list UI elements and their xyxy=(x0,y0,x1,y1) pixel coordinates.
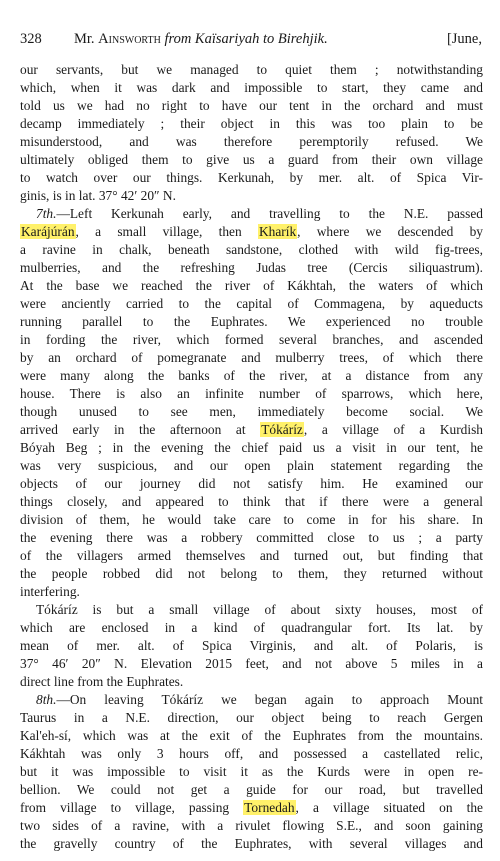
text-span: from village to village, passing xyxy=(20,800,244,815)
text-line: direct line from the Euphrates. xyxy=(20,674,184,689)
text-line: objects of our journey did not satisfy him. He examined our xyxy=(20,476,483,491)
text-line: in fording the river, which formed several branches, and ascended xyxy=(20,332,483,347)
text-span: , a village situated on the xyxy=(295,800,483,815)
title-prefix: Mr. xyxy=(74,31,99,47)
text-line: our servants, but we managed to quiet them ; notwithstanding xyxy=(20,62,483,77)
text-line: Bóyah Beg ; in the evening the chief paid us a visit in our tent, he xyxy=(20,440,483,455)
text-span: , a village of a Kurdish xyxy=(303,422,483,437)
text-span: —Left Kerkunah early, and travelling to the N.E. passed xyxy=(56,206,483,221)
text-line xyxy=(20,691,483,709)
text-line: mean of mer. alt. of Spica Virginis, and alt. of Polaris, is xyxy=(20,638,483,653)
text-line: ultimately obliged them to give us a guard from their own village xyxy=(20,152,483,167)
text-line: two sides of a ravine, with a rivulet flowing S.E., and soon gaining xyxy=(20,818,483,833)
text-line: interfering. xyxy=(20,584,80,599)
text-line: was very suspicious, and our open plain statement regarding the xyxy=(20,458,483,473)
highlighted-place: Tornedah xyxy=(244,800,295,815)
text-line xyxy=(20,205,483,223)
text-line: though unused to see men, immediately become social. We xyxy=(20,404,483,419)
text-line: decamp immediately ; their object in this was too plain to be xyxy=(20,116,483,131)
text-line xyxy=(20,421,483,439)
title-rest: from Kaïsariyah to Birehjik. xyxy=(160,31,328,47)
text-line: bellion. We could not get a guide for our road, but travelled xyxy=(20,782,483,797)
text-span: —On leaving Tókáríz we began again to approach Mount xyxy=(56,692,483,707)
text-line: Kal'eh-sí, which was at the exit of the Euphrates from the mountains. xyxy=(20,728,483,743)
text-line: Tókáríz is but a small village of about sixty houses, most of xyxy=(36,602,483,617)
page-number: 328 xyxy=(20,31,42,47)
highlighted-place: Tókáríz xyxy=(261,422,303,437)
title-month: [June, xyxy=(446,31,482,47)
text-line: the gravelly country of the Euphrates, with several villages and xyxy=(20,836,483,851)
text-line: of the villagers armed themselves and turned out, but finding that xyxy=(20,548,483,563)
title-author: Ainsworth xyxy=(98,31,161,47)
text-line: which are enclosed in a kind of quadrangular fort. Its lat. by xyxy=(20,620,483,635)
text-line: running parallel to the Euphrates. We experienced no trouble xyxy=(20,314,483,329)
text-line: a ravine in chalk, beneath sandstone, clothed with wild fig-trees, xyxy=(20,242,483,257)
highlighted-place: Karájúrán xyxy=(21,224,75,239)
text-line: At the base we reached the river of Kákhtah, the waters of which xyxy=(20,278,483,293)
text-line: the evening there was a robbery committed close to us ; a party xyxy=(20,530,483,545)
text-line: were anciently carried to the capital of Commagena, by aqueducts xyxy=(20,296,483,311)
text-line xyxy=(20,223,483,241)
text-line: told us we had no right to have our tent in the orchard and must xyxy=(20,98,483,113)
entry-date: 7th. xyxy=(36,206,57,221)
text-line: division of them, he would take care to come in for his share. In xyxy=(20,512,483,527)
text-line: but it was impossible to visit it as the Kurds were in open re- xyxy=(20,764,483,779)
text-line: misunderstood, and was therefore peremptorily refused. We xyxy=(20,134,483,149)
highlighted-place: Kharík xyxy=(258,224,297,239)
text-line: the people robbed did not belong to them, they returned without xyxy=(20,566,483,581)
text-line: to watch over our things. Kerkunah, by mer. alt. of Spica Vir- xyxy=(20,170,483,185)
text-line: house. There is also an infinite number of sparrows, which here, xyxy=(20,386,483,401)
running-title xyxy=(74,30,328,48)
text-line: things closely, and appeared to think that if there were a general xyxy=(20,494,483,509)
text-line: which, when it was dark and impossible to start, they came and xyxy=(20,80,483,95)
text-span: , where we descended by xyxy=(297,224,483,239)
text-line: ginis, is in lat. 37° 42′ 20″ N. xyxy=(20,188,176,203)
text-span: arrived early in the afternoon at xyxy=(20,422,261,437)
text-line: were many along the banks of the river, at a distance from any xyxy=(20,368,483,383)
text-line: Taurus in a N.E. direction, our object being to reach Gergen xyxy=(20,710,483,725)
text-line: 37° 46′ 20″ N. Elevation 2015 feet, and not above 5 miles in a xyxy=(20,656,483,671)
text-line: Kákhtah was only 3 hours off, and possessed a castellated relic, xyxy=(20,746,483,761)
text-line: by an orchard of pomegranate and mulberry trees, of which there xyxy=(20,350,483,365)
text-line: mulberries, and the refreshing Judas tree (Cercis siliquastrum). xyxy=(20,260,483,275)
text-line xyxy=(20,799,483,817)
text-span: , a small village, then xyxy=(75,224,258,239)
entry-date: 8th. xyxy=(36,692,57,707)
